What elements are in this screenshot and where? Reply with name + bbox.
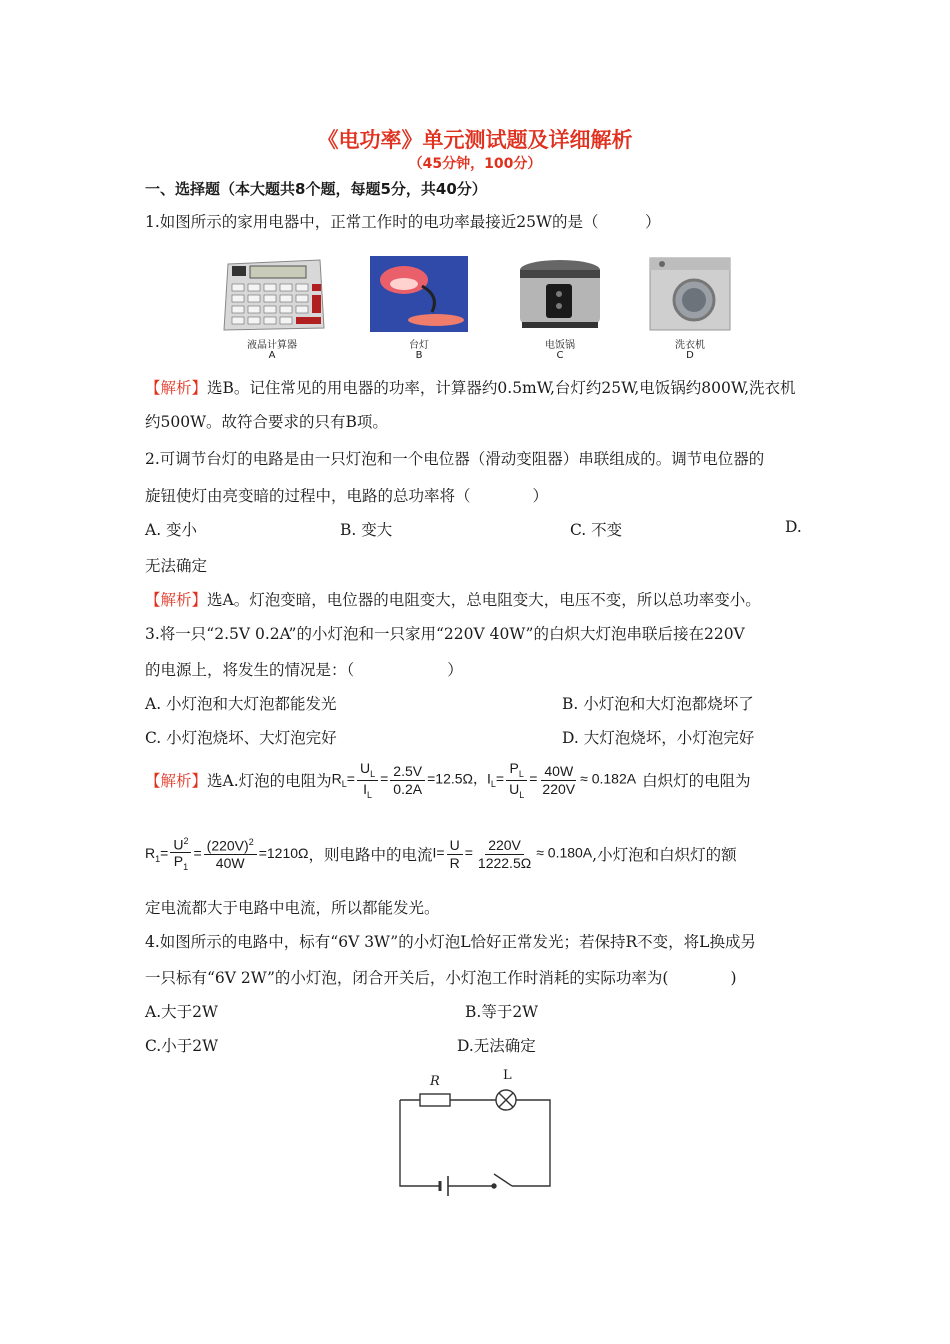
washing-machine-image (640, 256, 740, 332)
lamp-label: L (503, 1068, 512, 1083)
analysis-tag: 【解析】 (145, 591, 208, 609)
caption-c-letter: C (556, 350, 564, 361)
analysis-tag: 【解析】 (145, 379, 208, 397)
question-4-stem: 4.如图所示的电路中，标有“6V 3W”的小灯泡L恰好正常发光；若保持R不变，将L换成另 (145, 933, 756, 951)
question-4-option-b: B.等于2W (465, 1003, 539, 1021)
resistor-label: R (430, 1074, 440, 1089)
equation-il: $I_L=$ $\frac{P_L}{U_L}$ = $\frac{40W}{220V}$ ≈ 0.182A (487, 760, 637, 800)
question-1-analysis-cont: 约500W。故符合要求的只有B项。 (145, 413, 388, 431)
caption-d: 洗衣机 (675, 340, 705, 351)
analysis-mid2: ，则电路中的电流 (308, 846, 433, 864)
question-1-analysis (145, 376, 796, 398)
question-4-stem-cont: 一只标有“6V 2W”的小灯泡，闭合开关后，小灯泡工作时消耗的实际功率为( ) (145, 969, 737, 987)
document-subtitle: （45分钟，100分） (408, 156, 542, 172)
caption-d-letter: D (686, 350, 694, 361)
question-3-option-c: C. 小灯泡烧坏、大灯泡完好 (145, 729, 337, 747)
question-3-option-a: A. 小灯泡和大灯泡都能发光 (145, 695, 337, 713)
desk-lamp-image (370, 256, 468, 332)
question-2-stem-cont: 旋钮使灯由亮变暗的过程中，电路的总功率将（ ） (145, 487, 549, 505)
question-3-stem-cont: 的电源上，将发生的情况是：（ ） (145, 661, 463, 679)
question-3-option-b: B. 小灯泡和大灯泡都烧坏了 (562, 695, 754, 713)
question-2-option-d-text: 无法确定 (145, 557, 208, 575)
caption-a: 液晶计算器 (247, 340, 297, 351)
question-3-stem: 3.将一只“2.5V 0.2A”的小灯泡和一只家用“220V 40W”的白炽大灯泡串联后接在220V (145, 625, 745, 643)
question-2-option-b: B. 变大 (340, 521, 393, 539)
equation-r1: $R_1=$ $\frac{U^2}{P_1}$ = $\frac{(220V)^2}{40W}$ =1210Ω (145, 835, 309, 873)
question-3-option-d: D. 大灯泡烧坏，小灯泡完好 (562, 729, 755, 747)
question-2-option-d-label: D. (785, 518, 802, 536)
section-heading: 一、选择题（本大题共8个题，每题5分，共40分） (145, 180, 487, 198)
circuit-diagram (390, 1068, 560, 1198)
caption-b: 台灯 (409, 340, 429, 351)
question-4-option-c: C.小于2W (145, 1037, 219, 1055)
question-2-option-a: A. 变小 (145, 521, 198, 539)
equation-i: I= $\frac{U}{R}$ = $\frac{220V}{1222.5\Omega}$ ≈ 0.180A (432, 837, 593, 871)
question-2-analysis (145, 588, 761, 610)
equation-rl: $R_L=$ $\frac{U_L}{I_L}$ = $\frac{2.5V}{0.2A}$ =12.5Ω， (331, 760, 487, 800)
question-3-analysis (145, 758, 751, 802)
caption-c: 电饭锅 (545, 340, 575, 351)
analysis-prefix: 选A.灯泡的电阻为 (207, 772, 332, 790)
rice-cooker-image (512, 256, 608, 332)
analysis-text: 选A。灯泡变暗，电位器的电阻变大，总电阻变大，电压不变，所以总功率变小。 (207, 591, 761, 609)
question-1-stem: 1.如图所示的家用电器中，正常工作时的电功率最接近25W的是（ ） (145, 213, 661, 231)
analysis-tail: ,小灯泡和白炽灯的额 (592, 846, 737, 864)
question-3-analysis-end: 定电流都大于电路中电流，所以都能发光。 (145, 899, 440, 917)
calculator-image (222, 256, 326, 332)
question-2-stem: 2.可调节台灯的电路是由一只灯泡和一个电位器（滑动变阻器）串联组成的。调节电位器的 (145, 450, 765, 468)
question-2-option-c: C. 不变 (570, 521, 623, 539)
question-3-analysis-cont (145, 830, 737, 878)
analysis-text: 选B。记住常见的用电器的功率，计算器约0.5mW,台灯约25W,电饭锅约800W,洗衣机 (207, 379, 796, 397)
caption-a-letter: A (268, 350, 276, 361)
document-title: 《电功率》单元测试题及详细解析 (317, 128, 633, 152)
analysis-mid: 白炽灯的电阻为 (642, 772, 751, 790)
question-4-option-d: D.无法确定 (457, 1037, 536, 1055)
caption-b-letter: B (415, 350, 423, 361)
analysis-tag: 【解析】 (145, 772, 208, 790)
question-4-option-a: A.大于2W (145, 1003, 218, 1021)
